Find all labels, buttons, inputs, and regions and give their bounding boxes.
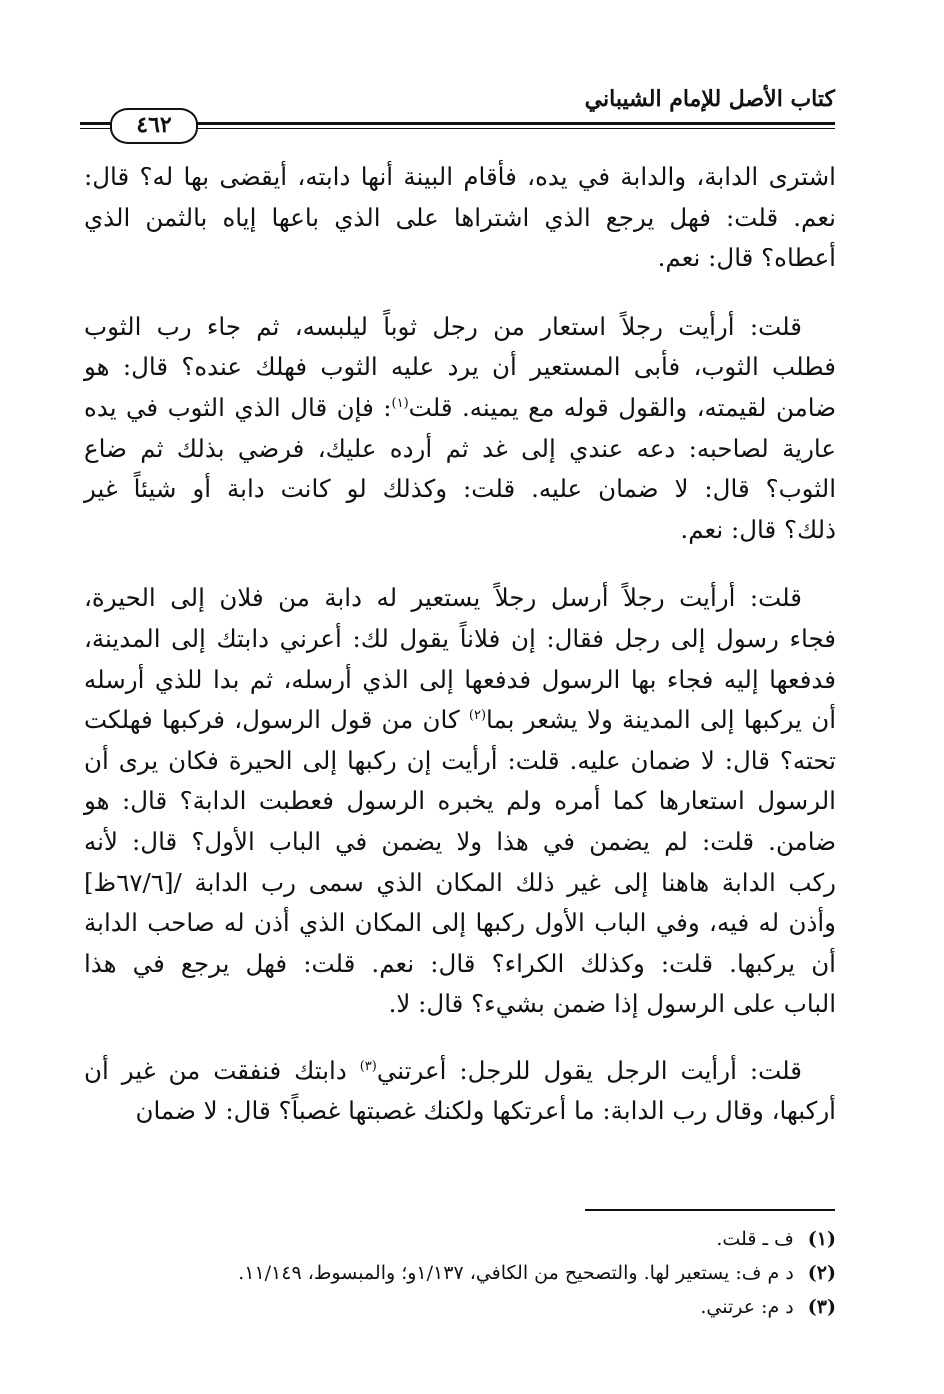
text-line: ركب الدابة هاهنا إلى غير ذلك المكان الذي سمى رب الدابة /[٦٧/٦ظ] — [84, 867, 836, 897]
footnote — [84, 1256, 836, 1290]
text-line: قلت: أرأيت رجلاً استعار من رجل ثوباً ليلبسه، ثم جاء رب الثوب — [84, 311, 802, 341]
text-line: نعم. قلت: فهل يرجع الذي اشتراها على الذي باعها إياه بالثمن الذي — [84, 202, 836, 232]
text-line: أعطاه؟ قال: نعم. — [657, 243, 836, 273]
text-line: فدفعها إليه فجاء بها الرسول فدفعها إلى الذي أرسله، ثم بدا للذي أرسله — [84, 664, 836, 694]
footnote-separator — [585, 1209, 835, 1211]
footnote-reference[interactable]: (١) — [391, 395, 409, 411]
text-line: وأذن له فيه، وفي الباب الأول ركبها إلى المكان الذي أذن له صاحب الدابة — [84, 908, 836, 938]
text-line: تحته؟ قال: لا ضمان عليه. قلت: أرأيت إن ركبها إلى الحيرة فكان يرى أن — [84, 745, 836, 775]
page-header — [80, 82, 835, 142]
text-line: أن يركبها. قلت: وكذلك الكراء؟ قال: نعم. قلت: فهل يرجع في هذا — [84, 948, 836, 978]
text-line: الثوب؟ قال: لا ضمان عليه. قلت: وكذلك لو كانت دابة أو شيئاً غير — [84, 474, 836, 504]
text-line: فجاء رسول إلى رجل فقال: إن فلاناً يقول لك: أعرني دابتك إلى المدينة، — [84, 623, 836, 653]
paragraph — [84, 307, 836, 551]
text-line: أركبها، وقال رب الدابة: ما أعرتكها ولكنك غصبتها غصباً؟ قال: لا ضمان — [135, 1096, 836, 1126]
page-number-frame — [110, 108, 198, 144]
main-text — [84, 157, 836, 1132]
paragraph — [84, 578, 836, 1025]
footnote-text: د م: عرتني. — [700, 1296, 794, 1318]
paragraph — [84, 157, 836, 279]
text-line: قلت: أرأيت رجلاً أرسل رجلاً يستعير له دابة من فلان إلى الحيرة، — [84, 583, 802, 613]
text-line: الرسول استعارها كما أمره ولم يخبره الرسول فعطبت الدابة؟ قال: هو — [84, 786, 836, 816]
text-line: قلت: أرأيت الرجل يقول للرجل: أعرتني$^{(٣)}$ دابتك فنفقت من غير أن — [84, 1055, 802, 1085]
text-line: اشترى الدابة، والدابة في يده، فأقام البينة أنها دابته، أيقضى بها له؟ قال: — [84, 162, 836, 191]
text-line: ضامن لقيمته، والقول قوله مع يمينه. قلت$^{(١)}$: فإن قال الذي الثوب في يده — [84, 392, 836, 422]
paragraph — [84, 1051, 836, 1132]
book-title: كتاب الأصل للإمام الشيباني — [584, 86, 835, 112]
footnote-reference[interactable]: (٣) — [359, 1058, 377, 1074]
text-line: ضامن. قلت: لم يضمن في هذا ولا يضمن في الباب الأول؟ قال: لأنه — [84, 826, 836, 856]
footnote-reference[interactable]: (٢) — [468, 707, 487, 723]
footnote-number: (٣) — [807, 1296, 836, 1318]
text-line: ذلك؟ قال: نعم. — [680, 514, 836, 544]
footnote-number: (٢) — [807, 1262, 836, 1284]
footnote-text: د م ف: يستعير لها. والتصحيح من الكافي، ١/١٣٧و؛ والمبسوط، ١١/١٤٩. — [238, 1262, 794, 1284]
footnotes — [84, 1222, 836, 1324]
text-line: عارية لصاحبه: دعه عندي إلى غد ثم أرده عليك، فرضي بذلك ثم ضاع — [84, 433, 836, 463]
text-line: فطلب الثوب، فأبى المستعير أن يرد عليه الثوب فهلك عنده؟ قال: هو — [84, 352, 836, 382]
footnote-number: (١) — [807, 1228, 836, 1250]
page-number: ٤٦٢ — [136, 112, 172, 138]
footnote-text: ف ـ قلت. — [716, 1228, 794, 1250]
footnote — [84, 1290, 836, 1324]
text-line: أن يركبها إلى المدينة ولا يشعر بما$^{(٢)}$ كان من قول الرسول، فركبها فهلكت — [84, 705, 836, 735]
text-line: الباب على الرسول إذا ضمن بشيء؟ قال: لا. — [388, 989, 836, 1019]
footnote — [84, 1222, 836, 1256]
